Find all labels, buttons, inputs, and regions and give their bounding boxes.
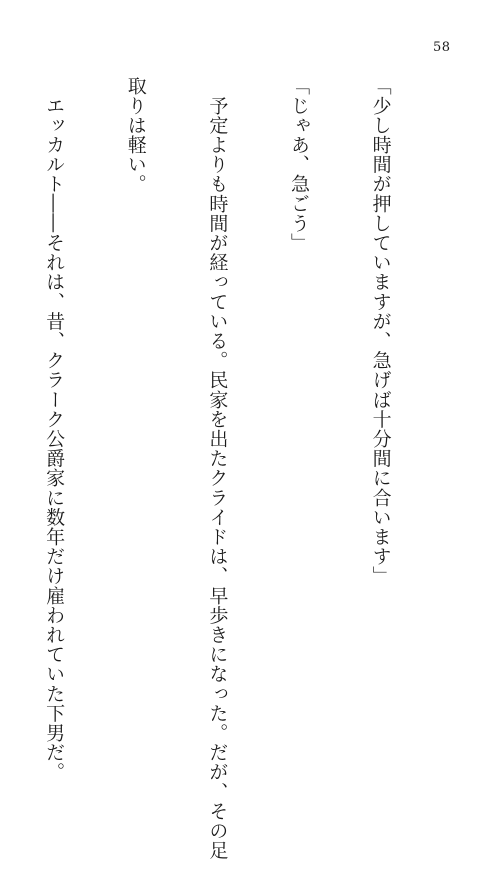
novel-text-body — [43, 76, 448, 860]
page-number: 58 — [433, 40, 451, 55]
text-line: 予定よりも時間が経っている。民家を出たクライドは、早歩きになった。だが、その足 — [206, 76, 229, 860]
text-line: 取りは軽い。 — [124, 76, 147, 194]
text-line: 「じゃあ、急ごう」 — [287, 76, 310, 253]
text-line: 「少し時間が押していますが、急げば十分間に合います」 — [369, 76, 392, 586]
text-line: エッカルト――それは、昔、クラーク公爵家に数年だけ雇われていた下男だ。 — [43, 76, 66, 782]
